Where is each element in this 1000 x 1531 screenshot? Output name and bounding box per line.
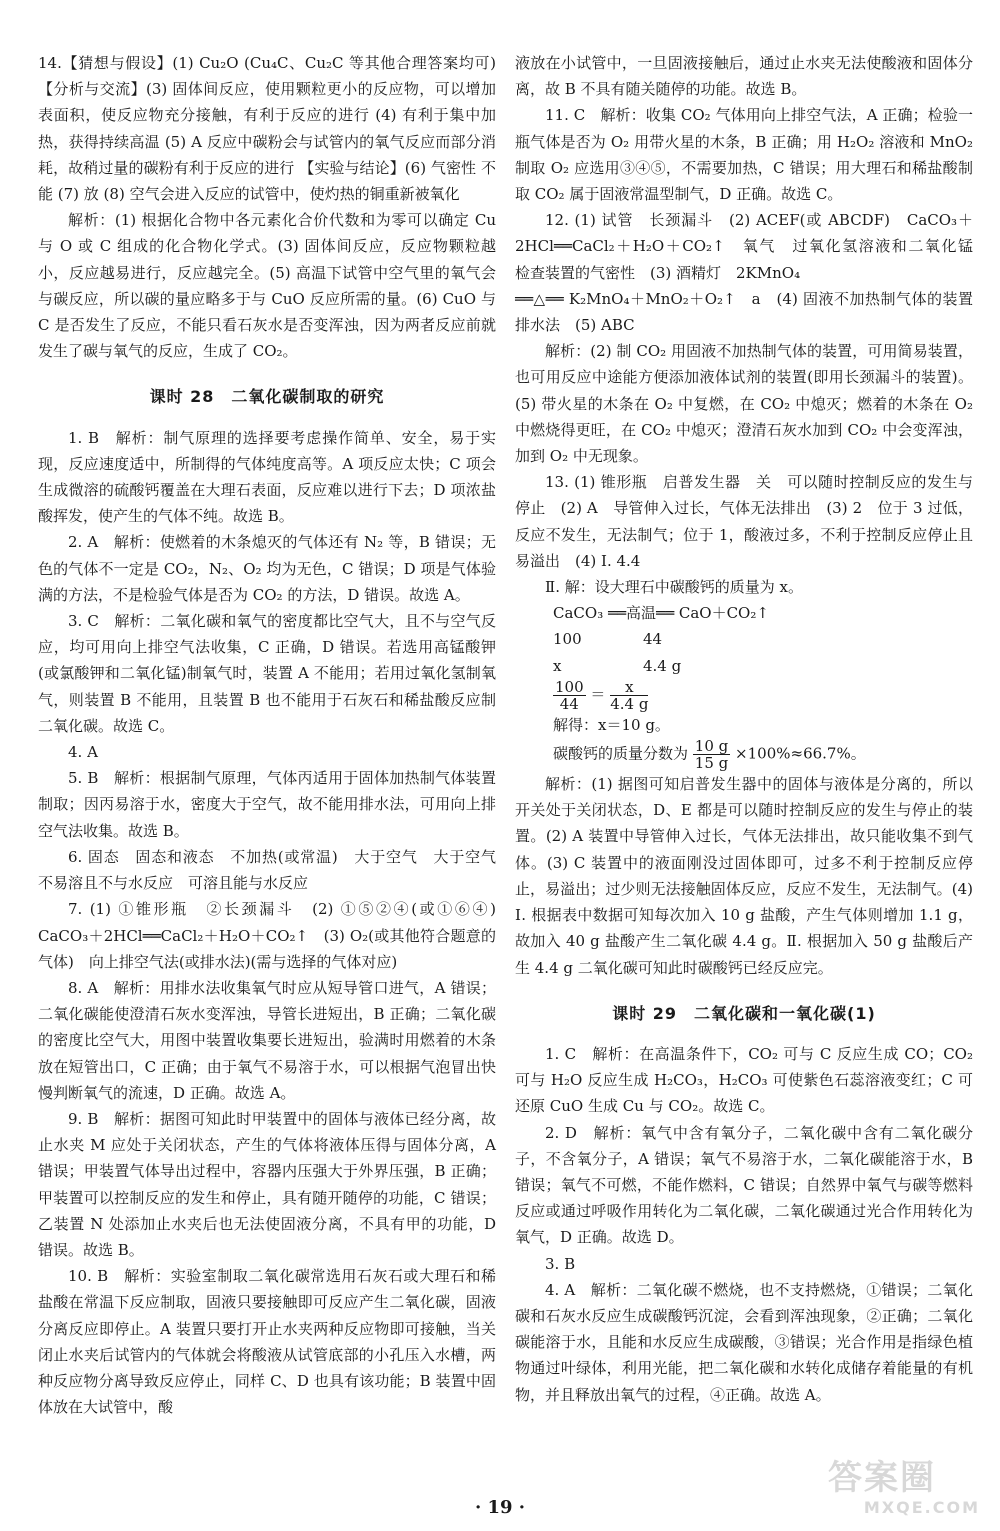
co2-mass: 4.4 g: [643, 656, 682, 675]
mass-ratio-row: [515, 626, 973, 652]
fraction-percentage: $\frac{10 g}{15 g}$: [694, 737, 729, 773]
answer-12-equation: ══△══ K₂MnO₄＋MnO₂＋O₂↑ a (4) 固液不加热制气体的装置 排水法 (5) ABC: [515, 289, 989, 335]
answer-item: 2. D 解析：氧气中含有氧分子，二氧化碳中含有二氧化碳分子，不含氧分子，A 错误；氧气不易溶于水，二氧化碳能溶于水，B 错误；氧气不可燃，不能作燃料，C 错误；自然界中氧气与碳等燃料反应或通过呼吸作用转化为二氧化碳，二氧化碳通过光合作用转化为氧气，D 正确。故选 D。: [515, 1123, 973, 1247]
analysis-12: 解析：(2) 制 CO₂ 用固液不加热制气体的装置，可用简易装置，也可用反应中途能方便添加液体试剂的装置(即用长颈漏斗的装置)。(5) 带火星的木条在 O₂ 中复燃，在 CO₂ 中熄灭；燃着的木条在 O₂ 中燃烧得更旺，在 CO₂ 中熄灭；澄清石灰水加到 CO₂ 中会变浑浊，加到 O₂ 中无现象。: [515, 342, 973, 466]
right-column: [515, 50, 989, 1408]
answer-item: 3. C 解析：二氧化碳和氧气的密度都比空气大，且不与空气反应，均可用向上排空气法收集，C 正确，D 错误。若选用高锰酸钾(或氯酸钾和二氧化锰)制氧气时，装置 A 不能用；若用过氧化氢制氧气，则装置 B 不能用，且装置 B 也不能用于石灰石和稀盐酸反应制二氧化碳。故选 C。: [38, 612, 496, 735]
answer-12: 12. (1) 试管 长颈漏斗 (2) ACEF(或 ABCDF) CaCO₃＋2HCl══CaCl₂＋H₂O＋CO₂↑ 氧气 过氧化氢溶液和二氧化锰 检查装置的气密性 (3) 酒精灯 2KMnO₄: [515, 211, 989, 282]
answer-13-solution-intro: Ⅱ. 解：设大理石中碳酸钙的质量为 x。: [545, 578, 803, 597]
answer-item: 5. B 解析：根据制气原理，气体丙适用于固体加热制气体装置制取；因丙易溶于水，密度大于空气，故不能用排水法，可用向上排空气法收集。故选 B。: [38, 769, 496, 840]
molar-mass-co2: 44: [643, 630, 663, 649]
fraction-left: $\frac{100}{44}$: [555, 677, 584, 713]
answer-item: 1. C 解析：在高温条件下，CO₂ 可与 C 反应生成 CO；CO₂ 可与 H₂O 反应生成 H₂CO₃，H₂CO₃ 可使紫色石蕊溶液变红；C 可还原 CuO 生成 Cu 与 CO₂。故选 C。: [515, 1044, 973, 1116]
answer-10-continued: 液放在小试管中，一旦固液接触后，通过止水夹无法使酸液和固体分离，故 B 不具有随关随停的功能。故选 B。: [515, 54, 973, 99]
answer-item: 2. A 解析：使燃着的木条熄灭的气体还有 N₂ 等，B 错误；无色的气体不一定是 CO₂，N₂、O₂ 均为无色，C 错误；D 项是气体验满的方法，不是检验气体是否为 CO₂ 的方法，D 错误。故选 A。: [38, 533, 496, 604]
unknown-x: x: [553, 656, 562, 675]
watermark-url: MXQE.COM: [863, 1498, 980, 1517]
answer-item: 6. 固态 固态和液态 不加热(或常温) 大于空气 大于空气 不易溶且不与水反应 可溶且能与水反应: [38, 847, 512, 893]
answer-item: 8. A 解析：用排水法收集氧气时应从短导管口进气，A 错误；二氧化碳能使澄清石灰水变浑浊，导管长进短出，B 正确；二氧化碳的密度比空气大，用图中装置收集要长进短出，验满时用燃着的木条放在短管出口，C 正确；由于氧气不易溶于水，可以根据气泡冒出快慢判断氧气的流速，D 正确。故选 A。: [38, 978, 496, 1102]
answer-11: 11. C 解析：收集 CO₂ 气体用向上排空气法，A 正确；检验一瓶气体是否为 O₂ 用带火星的木条，B 正确；用 H₂O₂ 溶液和 MnO₂ 制取 O₂ 应选用③④⑤，不需要加热，C 错误；用大理石和稀盐酸制取 CO₂ 属于固液常温型制气，D 正确。故选 C。: [515, 106, 973, 204]
analysis-14: 解析：(1) 根据化合物中各元素化合价代数和为零可以确定 Cu 与 O 或 C 组成的化合物化学式。(3) 固体间反应，反应物颗粒越小，反应越易进行，反应越完全。(5) 高温下试管中空气里的氧气会与碳反应，所以碳的量应略多于与 CuO 反应所需的量。(6) CuO 与 C 是否发生了反应，不能只看石灰水是否变浑浊，因为两者反应前就发生了碳与氧气的反应，生成了 CO₂。: [38, 211, 496, 361]
answer-14: 14.【猜想与假设】(1) Cu₂O (Cu₄C、Cu₂C 等其他合理答案均可) 【分析与交流】(3) 固体间反应，使用颗粒更小的反应物，可以增加表面积，使反应物充分接触，有利于反应的进行 (4) 有利于集中加热，获得持续高温 (5) A 反应中碳粉会与试管内的氧气反应而部分消耗，故稍过量的碳粉有利于反应的进行 【实验与结论】(6) 气密性 不能 (7) 放 (8) 空气会进入反应的试管中，使灼热的铜重新被氧化: [38, 54, 496, 204]
answer-13: 13. (1) 锥形瓶 启普发生器 关 可以随时控制反应的发生与停止 (2) A 导管伸入过长，气体无法排出 (3) 2 位于 3 过低，反应不发生，无法制气；位于 1，酸液过多，不利于控制反应停止且易溢出 (4) Ⅰ. 4.4: [515, 473, 973, 570]
proportion-equation: [515, 679, 973, 712]
answer-item: 10. B 解析：实验室制取二氧化碳常选用石灰石或大理石和稀盐酸在常温下反应制取，固液只要接触即可反应产生二氧化碳，固液分离反应即停止。A 装置只要打开止水夹两种反应物即可接触，当关闭止水夹后试管内的气体就会将酸液从试管底部的小孔压入水槽，两种反应物分离导致反应停止，同样 C、D 也具有该功能；B 装置中固体放在大试管中，酸: [38, 1267, 496, 1417]
answer-item: 9. B 解析：据图可知此时甲装置中的固体与液体已经分离，故止水夹 M 应处于关闭状态，产生的气体将液体压得与固体分离，A 错误；甲装置气体导出过程中，容器内压强大于外界压强，B 正确；甲装置可以控制反应的发生和停止，具有随开随停的功能，C 错误；乙装置 N 处添加止水夹后也无法使固液分离，不具有甲的功能，D 错误。故选 B。: [38, 1109, 496, 1259]
unknown-row: [515, 653, 973, 679]
fraction-right: $\frac{x}{4.4 g}$: [610, 677, 649, 713]
reaction-equation: CaCO₃ ══高温══ CaO＋CO₂↑: [553, 604, 769, 623]
watermark-logo: [828, 1458, 988, 1524]
left-column: [38, 50, 512, 1420]
answer-item: 4. A 解析：二氧化碳不燃烧，也不支持燃烧，①错误；二氧化碳和石灰水反应生成碳酸钙沉淀，会看到浑浊现象，②正确；二氧化碳能溶于水，且能和水反应生成碳酸，③错误；光合作用是指绿色植物通过叶绿体，利用光能，把二氧化碳和水转化成储存着能量的有机物，并且释放出氧气的过程，④正确。故选 A。: [515, 1280, 973, 1404]
analysis-13: 解析：(1) 据图可知启普发生器中的固体与液体是分离的，所以开关处于关闭状态，D、E 都是可以随时控制反应的发生与停止的装置。(2) A 装置中导管伸入过长，气体无法排出，故只能收集不到气体。(3) C 装置中的液面刚没过固体即可，过多不利于控制反应停止，易溢出；过少则无法接触固体反应，反应不发生，无法制气。(4) Ⅰ. 根据表中数据可知每次加入 10 g 盐酸，产生气体则增加 1.1 g，故加入 40 g 盐酸产生二氧化碳 4.4 g。Ⅱ. 根据加入 50 g 盐酸后产生 4.4 g 二氧化碳可知此时碳酸钙已经反应完。: [515, 775, 973, 977]
answer-item: 7. (1) ①锥形瓶 ②长颈漏斗 (2) ①⑤②④(或①⑥④) CaCO₃＋2HCl══CaCl₂＋H₂O＋CO₂↑ (3) O₂(或其他符合题意的气体) 向上排空气法(或排水法)(需与选择的气体对应): [38, 900, 512, 971]
answer-item: 4. A: [68, 743, 98, 762]
solve-line: 解得：x＝10 g。: [553, 715, 670, 734]
page-number: · 19 ·: [474, 1497, 526, 1518]
equals-sign: ＝: [590, 685, 606, 704]
watermark-text: 答案圈: [828, 1458, 936, 1498]
molar-mass-caco3: 100: [553, 630, 582, 649]
answer-item: 1. B 解析：制气原理的选择要考虑操作简单、安全，易于实现，反应速度适中，所制得的气体纯度高等。A 项反应太快；C 项会生成微溶的硫酸钙覆盖在大理石表面，反应难以进行下去；D 项浓盐酸挥发，使产生的气体不纯。故选 B。: [38, 428, 496, 526]
section-title-28: 课时 28 二氧化碳制取的研究: [149, 387, 385, 407]
answer-item: 3. B: [545, 1254, 576, 1273]
section-title-29: 课时 29 二氧化碳和一氧化碳(1): [612, 1003, 876, 1023]
percentage-line: 碳酸钙的质量分数为 $\frac{10 g}{15 g}$ ×100%≈66.7%。: [553, 737, 866, 773]
